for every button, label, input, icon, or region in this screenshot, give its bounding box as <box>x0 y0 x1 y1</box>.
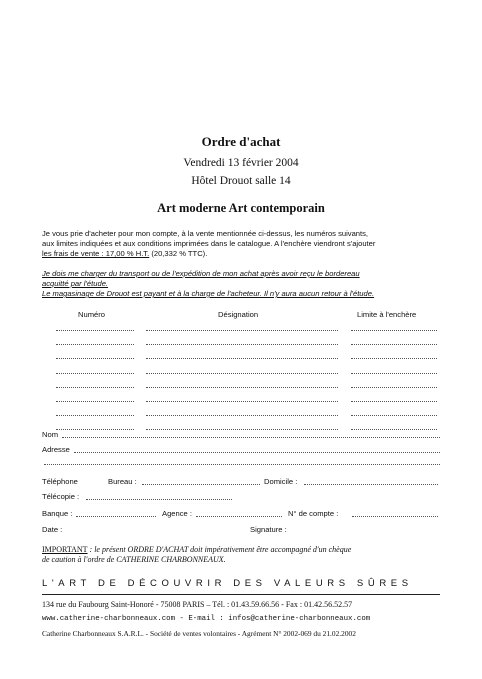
column-header-designation: Désignation <box>218 310 259 319</box>
numero-field[interactable] <box>56 373 134 374</box>
shipping-notice <box>42 269 462 299</box>
adresse-field-2[interactable] <box>44 464 440 465</box>
designation-field[interactable] <box>146 415 338 416</box>
footer-address: 134 rue du Faubourg Saint-Honoré - 75008 PARIS – Tél. : 01.43.59.66.56 - Fax : 01.42.56.52.57 <box>42 600 353 609</box>
notice-line-2: acquitté par l'étude. <box>42 279 109 288</box>
sale-title: Art moderne Art contemporain <box>157 201 325 215</box>
nom-field[interactable] <box>62 437 440 438</box>
important-notice <box>42 545 462 565</box>
compte-label: N° de compte : <box>288 509 339 518</box>
designation-field[interactable] <box>146 358 338 359</box>
numero-field[interactable] <box>56 330 134 331</box>
bureau-label: Bureau : <box>108 477 137 486</box>
banque-label: Banque : <box>42 509 73 518</box>
limite-field[interactable] <box>351 373 437 374</box>
intro-line-3 <box>42 249 452 259</box>
intro-line-1: Je vous prie d'acheter pour mon compte, à la vente mentionnée ci-dessus, les numéros suivants, <box>42 229 369 238</box>
sale-venue: Hôtel Drouot salle 14 <box>191 175 291 187</box>
limite-field[interactable] <box>351 429 437 430</box>
bureau-field[interactable] <box>142 484 260 485</box>
banque-field[interactable] <box>76 516 156 517</box>
intro-paragraph <box>42 229 452 259</box>
limite-field[interactable] <box>351 415 437 416</box>
intro-line-2: aux limites indiquées et aux conditions imprimées dans le catalogue. A l'enchère viendront s'ajouter <box>42 239 376 248</box>
important-line-2: de caution à l'ordre de CATHERINE CHARBONNEAUX. <box>42 555 226 564</box>
important-text-1: : le présent ORDRE D'ACHAT doit impérativement être accompagné d'un chèque <box>87 545 352 554</box>
designation-field[interactable] <box>146 429 338 430</box>
page-title: Ordre d'achat <box>201 134 281 149</box>
notice-line-1: Je dois me charger du transport ou de l'expédition de mon achat après avoir reçu le bordereau <box>42 269 360 278</box>
limite-field[interactable] <box>351 344 437 345</box>
adresse-field-1[interactable] <box>74 452 440 453</box>
compte-field[interactable] <box>352 516 438 517</box>
footer-web[interactable]: www.catherine-charbonneaux.com - E-mail : infos@catherine-charbonneaux.com <box>42 615 371 623</box>
nom-label: Nom <box>42 430 59 439</box>
important-line-1 <box>42 545 462 555</box>
agence-field[interactable] <box>196 516 282 517</box>
designation-field[interactable] <box>146 387 338 388</box>
limite-field[interactable] <box>351 387 437 388</box>
important-label: IMPORTANT <box>42 545 88 554</box>
limite-field[interactable] <box>351 358 437 359</box>
numero-field[interactable] <box>56 387 134 388</box>
column-header-numero: Numéro <box>78 310 106 319</box>
notice-line-3: Le magasinage de Drouot est payant et à la charge de l'acheteur. Il n'y aura aucun retour à l'étude. <box>42 289 375 298</box>
numero-field[interactable] <box>56 401 134 402</box>
numero-field[interactable] <box>56 344 134 345</box>
designation-field[interactable] <box>146 373 338 374</box>
numero-field[interactable] <box>56 415 134 416</box>
domicile-label: Domicile : <box>264 477 298 486</box>
designation-field[interactable] <box>146 330 338 331</box>
designation-field[interactable] <box>146 344 338 345</box>
date-label: Date : <box>42 525 63 534</box>
adresse-label: Adresse <box>42 445 70 454</box>
fees-text: les frais de vente : 17,00 % H.T. <box>42 249 150 258</box>
designation-field[interactable] <box>146 401 338 402</box>
column-header-limite: Limite à l'enchère <box>357 310 417 319</box>
signature-label: Signature : <box>250 525 287 534</box>
footer-tagline: L'ART DE DÉCOUVRIR DES VALEURS SÛRES <box>42 578 413 589</box>
limite-field[interactable] <box>351 330 437 331</box>
footer-divider <box>42 594 440 595</box>
footer-company: Catherine Charbonneaux S.A.R.L. - Société de ventes volontaires - Agrément N° 2002-069 du 21.02.2002 <box>42 629 356 638</box>
limite-field[interactable] <box>351 401 437 402</box>
agence-label: Agence : <box>162 509 192 518</box>
telephone-label: Téléphone <box>42 477 78 486</box>
telecopie-label: Télécopie : <box>42 492 80 501</box>
numero-field[interactable] <box>56 358 134 359</box>
telecopie-field[interactable] <box>86 499 232 500</box>
fees-ttc: (20,332 % TTC). <box>149 249 208 258</box>
sale-date: Vendredi 13 février 2004 <box>183 157 299 169</box>
domicile-field[interactable] <box>304 484 438 485</box>
numero-field[interactable] <box>56 429 134 430</box>
